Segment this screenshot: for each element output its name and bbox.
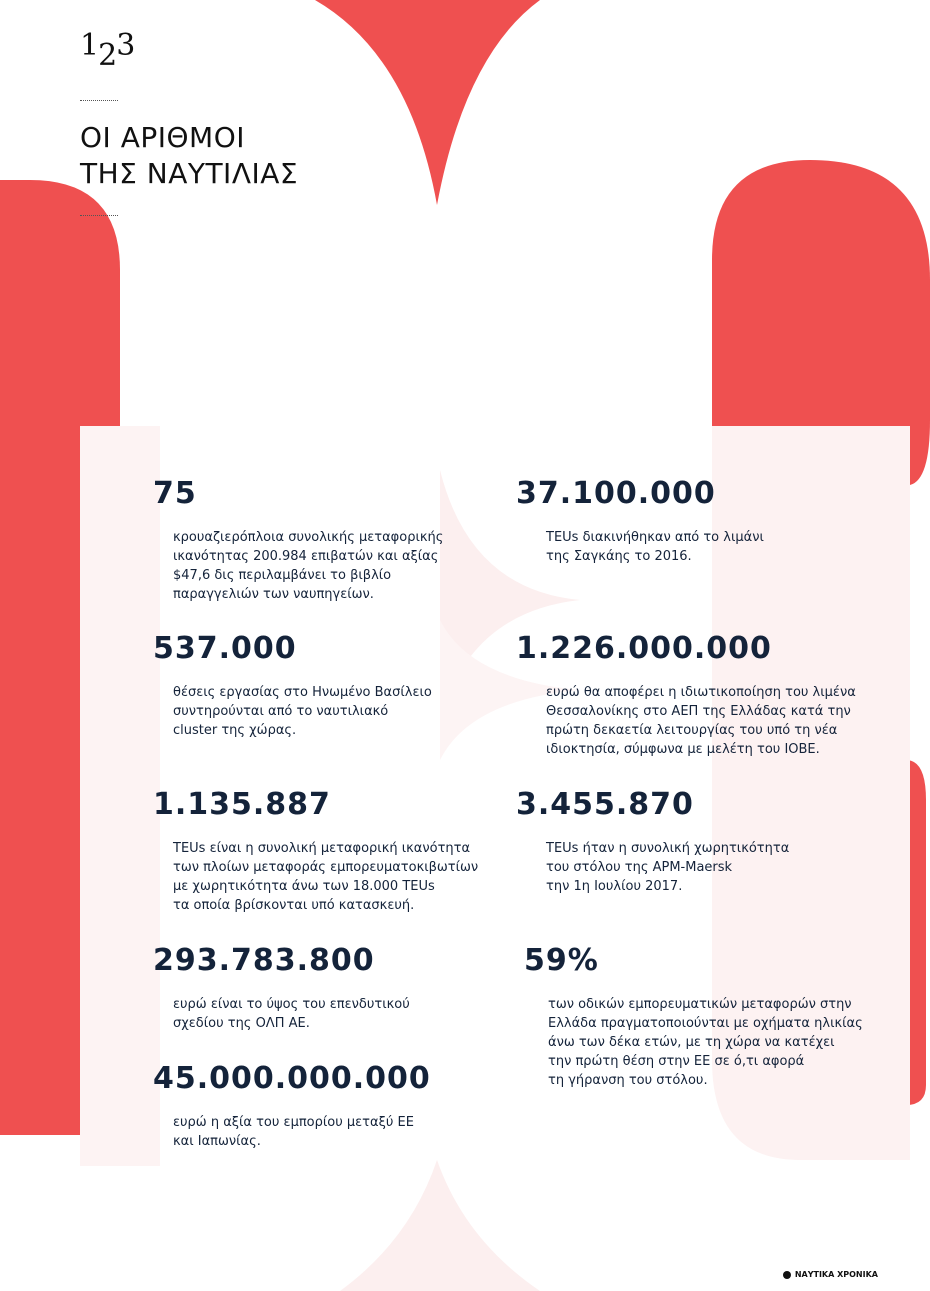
faint-left-shape [80, 426, 160, 1166]
footer-brand [783, 1270, 878, 1279]
dotted-divider-top [80, 100, 118, 101]
stat-description: TEUs ήταν η συνολική χωρητικότητα του στόλου της APM-Maersk την 1η Ιουλίου 2017. [546, 841, 790, 894]
page-title [80, 120, 298, 192]
top-red-shape [315, 0, 540, 205]
brand-dot-icon [783, 1271, 791, 1279]
stat-number: 3.455.870 [516, 787, 694, 822]
stat-left-1 [153, 477, 443, 604]
stat-number: 37.100.000 [516, 476, 716, 511]
stat-description: TEUs είναι η συνολική μεταφορική ικανότητα των πλοίων μεταφοράς εμπορευματοκιβωτίων με χωρητικότητα άνω των 18.000 TEUs τα οποία βρίσκονται υπό κατασκευή. [173, 841, 479, 913]
stat-description: ευρώ θα αποφέρει η ιδιωτικοποίηση του λιμένα Θεσσαλονίκης στο ΑΕΠ της Ελλάδας κατά την πρώτη δεκαετία λειτουργίας του υπό τη νέα ιδιοκτησία, σύμφωνα με μελέτη του ΙΟΒΕ. [546, 685, 856, 757]
stat-left-2 [153, 632, 432, 740]
stat-number: 45.000.000.000 [153, 1061, 431, 1096]
stat-left-3 [153, 788, 478, 915]
stat-right-2 [516, 632, 856, 759]
stat-right-1 [516, 477, 764, 566]
title-line-2: ΤΗΣ ΝΑΥΤΙΛΙΑΣ [80, 157, 299, 190]
stat-number: 75 [153, 476, 197, 511]
stat-right-3 [516, 788, 789, 896]
dotted-divider-bottom [80, 215, 118, 216]
stat-description: κρουαζιερόπλοια συνολικής μεταφορικής ικανότητας 200.984 επιβατών και αξίας $47,6 δις περιλαμβάνει το βιβλίο παραγγελιών των ναυπηγείων. [173, 530, 444, 602]
stat-description: TEUs διακινήθηκαν από το λιμάνι της Σαγκάης το 2016. [546, 530, 764, 564]
stat-left-4 [153, 944, 410, 1033]
stat-number: 293.783.800 [153, 943, 375, 978]
brand-name: ΝΑΥΤΙΚΑ ΧΡΟΝΙΚΑ [794, 1270, 878, 1279]
stat-number: 1.226.000.000 [516, 631, 772, 666]
stat-description: ευρώ η αξία του εμπορίου μεταξύ ΕΕ και Ιαπωνίας. [173, 1115, 414, 1149]
stat-right-4 [524, 944, 863, 1090]
stat-number: 59% [524, 943, 599, 978]
title-line-1: ΟΙ ΑΡΙΘΜΟΙ [80, 121, 245, 154]
stat-description: θέσεις εργασίας στο Ηνωμένο Βασίλειο συντηρούνται από το ναυτιλιακό cluster της χώρας. [173, 685, 432, 738]
stat-description: ευρώ είναι το ύψος του επενδυτικού σχεδίου της ΟΛΠ ΑΕ. [173, 997, 410, 1031]
stat-number: 1.135.887 [153, 787, 331, 822]
faint-bottom-shape [340, 1160, 540, 1291]
stat-left-5 [153, 1062, 431, 1151]
logo-123: 123 [80, 28, 135, 73]
stat-number: 537.000 [153, 631, 297, 666]
stat-description: των οδικών εμπορευματικών μεταφορών στην Ελλάδα πραγματοποιούνται με οχήματα ηλικίας άνω των δέκα ετών, με τη χώρα να κατέχει την πρώτη θέση στην ΕΕ σε ό,τι αφορά τη γήρανση του στόλου. [548, 997, 863, 1088]
